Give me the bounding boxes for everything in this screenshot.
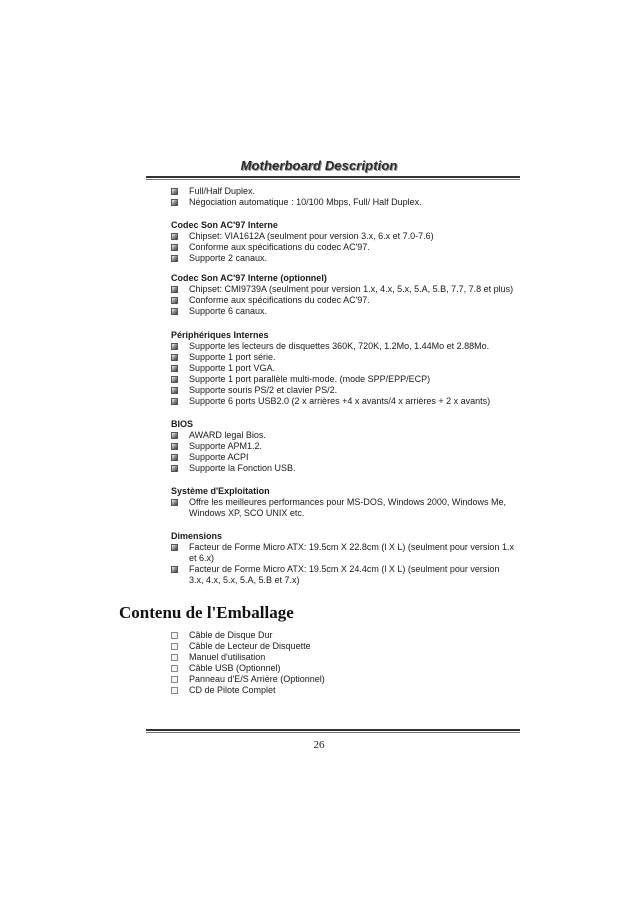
list-item: Supporte la Fonction USB. <box>171 463 516 474</box>
square-bullet-icon <box>171 199 178 206</box>
square-bullet-icon <box>171 308 178 315</box>
hollow-square-bullet-icon <box>171 643 178 650</box>
package-contents-title: Contenu de l'Emballage <box>119 603 294 622</box>
square-bullet-icon <box>171 244 178 251</box>
list-item: Chipset: CMI9739A (seulment pour version 1.x, 4.x, 5.x, 5.A, 5.B, 7.7, 7.8 et plus) <box>171 284 516 295</box>
footer-rule-thin <box>146 732 520 733</box>
square-bullet-icon <box>171 387 178 394</box>
list-item: Supporte souris PS/2 et clavier PS/2. <box>171 385 516 396</box>
list-item: Conforme aux spécifications du codec AC'97. <box>171 242 516 253</box>
list-item: Câble de Lecteur de Disquette <box>171 641 511 652</box>
list-item: Full/Half Duplex. <box>171 186 516 197</box>
list-item: Câble USB (Optionnel) <box>171 663 511 674</box>
square-bullet-icon <box>171 188 178 195</box>
list-item: Facteur de Forme Micro ATX: 19.5cm X 24.4cm (l X L) (seulment pour version 3.x, 4.x, 5.x, 5.A, 5.B et 7.x) <box>171 564 516 586</box>
list-item: Supporte APM1.2. <box>171 441 516 452</box>
section-title-bios: BIOS <box>171 419 194 429</box>
footer-rule <box>146 729 520 731</box>
list-item: Câble de Disque Dur <box>171 630 511 641</box>
list-item: Supporte ACPI <box>171 452 516 463</box>
header-rule-thin <box>146 179 520 180</box>
square-bullet-icon <box>171 365 178 372</box>
square-bullet-icon <box>171 454 178 461</box>
list-item: Supporte les lecteurs de disquettes 360K, 720K, 1.2Mo, 1.44Mo et 2.88Mo. <box>171 341 516 352</box>
square-bullet-icon <box>171 465 178 472</box>
square-bullet-icon <box>171 566 178 573</box>
section-title-codec-optional: Codec Son AC'97 Interne (optionnel) <box>171 273 327 283</box>
hollow-square-bullet-icon <box>171 654 178 661</box>
list-item: Manuel d'utilisation <box>171 652 511 663</box>
square-bullet-icon <box>171 443 178 450</box>
list-item: Facteur de Forme Micro ATX: 19.5cm X 22.8cm (l X L) (seulment pour version 1.x et 6.x) <box>171 542 516 564</box>
hollow-square-bullet-icon <box>171 665 178 672</box>
square-bullet-icon <box>171 499 178 506</box>
page-number: 26 <box>313 739 325 751</box>
square-bullet-icon <box>171 354 178 361</box>
section-title-dimensions: Dimensions <box>171 531 223 541</box>
section-title-peripherals: Périphériques Internes <box>171 330 269 340</box>
square-bullet-icon <box>171 255 178 262</box>
list-item: Supporte 1 port série. <box>171 352 516 363</box>
list-item: Négociation automatique : 10/100 Mbps, Full/ Half Duplex. <box>171 197 516 208</box>
square-bullet-icon <box>171 343 178 350</box>
list-item: Chipset: VIA1612A (seulment pour version 3.x, 6.x et 7.0-7.6) <box>171 231 516 242</box>
list-item: Panneau d'E/S Arrière (Optionnel) <box>171 674 511 685</box>
spec-content <box>171 186 516 586</box>
list-item: Supporte 1 port VGA. <box>171 363 516 374</box>
square-bullet-icon <box>171 233 178 240</box>
square-bullet-icon <box>171 432 178 439</box>
package-list <box>171 630 511 696</box>
square-bullet-icon <box>171 544 178 551</box>
list-item: Conforme aux spécifications du codec AC'97. <box>171 295 516 306</box>
square-bullet-icon <box>171 297 178 304</box>
square-bullet-icon <box>171 376 178 383</box>
list-item: AWARD legal Bios. <box>171 430 516 441</box>
hollow-square-bullet-icon <box>171 676 178 683</box>
list-item: Supporte 2 canaux. <box>171 253 516 264</box>
list-item: Supporte 1 port parallèle multi-mode. (mode SPP/EPP/ECP) <box>171 374 516 385</box>
list-item: Supporte 6 canaux. <box>171 306 516 317</box>
section-title-codec: Codec Son AC'97 Interne <box>171 220 278 230</box>
list-item: CD de Pilote Complet <box>171 685 511 696</box>
hollow-square-bullet-icon <box>171 687 178 694</box>
section-title-os: Système d'Exploitation <box>171 486 270 496</box>
list-item: Supporte 6 ports USB2.0 (2 x arrières +4 x avants/4 x arrières + 2 x avants) <box>171 396 516 407</box>
page-header-title: Motherboard Description <box>240 158 398 173</box>
header-rule <box>146 176 520 178</box>
square-bullet-icon <box>171 398 178 405</box>
list-item: Offre les meilleures performances pour MS-DOS, Windows 2000, Windows Me, Windows XP, SCO UNIX etc. <box>171 497 516 519</box>
square-bullet-icon <box>171 286 178 293</box>
hollow-square-bullet-icon <box>171 632 178 639</box>
